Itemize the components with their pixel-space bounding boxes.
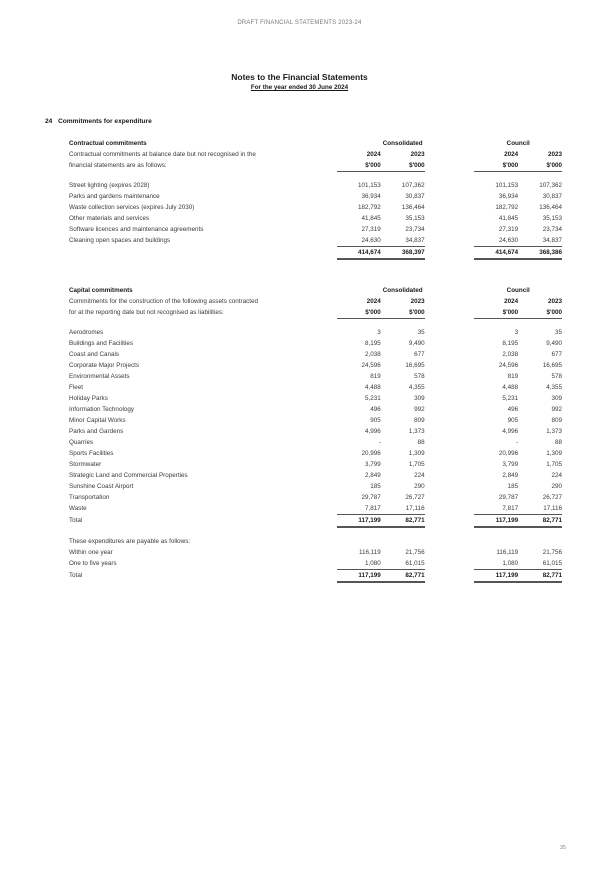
row-value: 29,787 (498, 494, 519, 501)
row-value: 17,116 (405, 505, 425, 512)
table-row (69, 180, 562, 191)
year-header: 2024 (366, 298, 381, 305)
row-value: 185 (370, 483, 381, 490)
row-value: 496 (370, 406, 381, 413)
row-value: 4,355 (408, 384, 425, 391)
year-header: 2024 (504, 151, 519, 158)
row-value: 82,771 (381, 515, 425, 528)
row-value: 290 (414, 483, 425, 490)
payable-intro: These expenditures are payable as follows: (69, 538, 191, 545)
row-value: 309 (551, 395, 562, 402)
row-value: 117,199 (474, 515, 518, 528)
row-value: 24,630 (498, 237, 519, 244)
header-group-row (69, 138, 562, 149)
contractual-description-1: Contractual commitments at balance date but not recognised in the (69, 151, 256, 158)
total-row (69, 247, 562, 260)
row-value: 1,373 (546, 428, 562, 435)
row-value: 4,488 (502, 384, 519, 391)
row-value: 101,153 (495, 182, 519, 189)
row-label: Stormwater (69, 461, 102, 468)
row-value: 8,195 (365, 340, 381, 347)
row-value: 1,705 (546, 461, 562, 468)
row-value: 34,837 (405, 237, 425, 244)
row-label: Waste collection services (expires July 2030) (69, 204, 195, 211)
year-header: 2024 (366, 151, 381, 158)
row-value: 3 (377, 329, 381, 336)
section-heading (45, 118, 152, 125)
row-label: Total (69, 517, 83, 525)
row-value: 82,771 (381, 570, 425, 583)
row-value: 82,771 (518, 570, 562, 583)
row-label: Sunshine Coast Airport (69, 483, 134, 490)
row-label: Parks and gardens maintenance (69, 193, 160, 200)
table-row (69, 492, 562, 503)
table-row (69, 437, 562, 448)
row-value: 578 (551, 373, 562, 380)
page-header: DRAFT FINANCIAL STATEMENTS 2023-24 (237, 20, 362, 26)
row-value: 2,849 (502, 472, 519, 479)
unit-row (69, 160, 562, 172)
row-value: 1,309 (408, 450, 425, 457)
row-label: Holiday Parks (69, 395, 108, 402)
row-value: 7,817 (502, 505, 519, 512)
capital-description-2: for at the reporting date but not recognised as liabilities: (69, 309, 224, 317)
capital-commitments-table (69, 285, 562, 583)
row-label: Buildings and Facilities (69, 340, 134, 347)
row-value: 24,596 (498, 362, 519, 369)
row-label: Total (69, 572, 83, 580)
total-row (69, 515, 562, 528)
unit-header: $'000 (518, 307, 562, 319)
row-value: 21,756 (405, 549, 425, 556)
contractual-description-2: financial statements are as follows: (69, 162, 167, 170)
unit-header: $'000 (337, 160, 381, 172)
row-value: 4,996 (365, 428, 381, 435)
row-label: Other materials and services (69, 215, 150, 222)
row-value: 224 (414, 472, 425, 479)
table-row (69, 503, 562, 515)
row-value: 496 (507, 406, 519, 413)
row-label: Cleaning open spaces and buildings (69, 237, 171, 245)
year-header: 2024 (504, 298, 519, 305)
row-value: 35,153 (405, 215, 425, 222)
row-value: 1,080 (502, 560, 519, 567)
table-row (69, 327, 562, 338)
row-value: 101,153 (358, 182, 381, 189)
row-value: 36,934 (361, 193, 381, 200)
row-value: 35 (554, 329, 562, 336)
row-value: 88 (554, 439, 562, 446)
row-value: - (516, 439, 519, 446)
row-value: 1,705 (408, 461, 425, 468)
table-row (69, 481, 562, 492)
title-block (0, 72, 599, 91)
row-value: 136,464 (539, 204, 562, 211)
row-value: 41,845 (361, 215, 381, 222)
row-label: Information Technology (69, 406, 134, 413)
row-value: 1,080 (365, 560, 381, 567)
row-value: 414,674 (474, 247, 518, 260)
consolidated-header: Consolidated (382, 140, 423, 147)
table-row (69, 213, 562, 224)
row-value: 992 (414, 406, 425, 413)
row-value: 185 (507, 483, 519, 490)
row-value: 117,199 (474, 570, 518, 583)
row-value: 5,231 (502, 395, 519, 402)
row-value: 182,792 (358, 204, 381, 211)
row-value: 16,695 (405, 362, 425, 369)
row-label: Street lighting (expires 2028) (69, 182, 150, 189)
row-value: 2,038 (502, 351, 519, 358)
year-header: 2023 (547, 151, 562, 158)
table-row (69, 415, 562, 426)
row-label: Corporate Major Projects (69, 362, 139, 369)
table-row (69, 404, 562, 415)
row-value: 368,386 (518, 247, 562, 260)
consolidated-header: Consolidated (382, 287, 423, 294)
row-value: 82,771 (518, 515, 562, 528)
table-row (69, 448, 562, 459)
unit-header: $'000 (518, 160, 562, 172)
row-value: 414,674 (337, 247, 381, 260)
row-value: 3,799 (365, 461, 381, 468)
row-value: 41,845 (498, 215, 519, 222)
row-value: 290 (551, 483, 562, 490)
row-value: 905 (370, 417, 381, 424)
table-row (69, 470, 562, 481)
row-value: 677 (414, 351, 425, 358)
row-value: 8,195 (502, 340, 519, 347)
row-value: 61,015 (405, 560, 425, 567)
table-row (69, 191, 562, 202)
row-value: 819 (507, 373, 519, 380)
table-row (69, 393, 562, 404)
row-value: 30,837 (405, 193, 425, 200)
row-value: 4,996 (502, 428, 519, 435)
row-label: Software licences and maintenance agreements (69, 226, 204, 233)
row-value: 26,727 (405, 494, 425, 501)
unit-header: $'000 (337, 307, 381, 319)
row-label: Waste (69, 505, 87, 513)
row-value: 24,596 (361, 362, 381, 369)
row-value: 9,490 (408, 340, 425, 347)
row-value: 9,490 (546, 340, 562, 347)
row-value: 182,792 (495, 204, 519, 211)
row-value: 29,787 (361, 494, 381, 501)
unit-header: $'000 (381, 160, 425, 172)
row-value: 107,362 (539, 182, 562, 189)
row-value: - (378, 439, 381, 446)
row-value: 819 (370, 373, 381, 380)
unit-row (69, 307, 562, 319)
row-label: Transportation (69, 494, 110, 501)
row-value: 20,996 (361, 450, 381, 457)
row-value: 24,630 (361, 237, 381, 244)
row-value: 136,464 (401, 204, 425, 211)
row-value: 578 (414, 373, 425, 380)
row-value: 117,199 (337, 515, 381, 528)
row-value: 17,116 (543, 505, 562, 512)
row-label: Minor Capital Works (69, 417, 126, 424)
unit-header: $'000 (474, 160, 518, 172)
unit-header: $'000 (381, 307, 425, 319)
unit-header: $'000 (474, 307, 518, 319)
total-row (69, 570, 562, 583)
section-title: Commitments for expenditure (58, 118, 152, 125)
table-row (69, 459, 562, 470)
table-row (69, 547, 562, 558)
row-label: Aerodromes (69, 329, 104, 336)
row-value: 809 (551, 417, 562, 424)
row-label: One to five years (69, 560, 117, 568)
table-row (69, 224, 562, 235)
row-value: 1,309 (546, 450, 562, 457)
document-subtitle: For the year ended 30 June 2024 (250, 84, 349, 91)
header-group-row (69, 285, 562, 296)
row-value: 36,934 (498, 193, 519, 200)
capital-title: Capital commitments (69, 287, 133, 294)
row-label: Environmental Assets (69, 373, 130, 380)
row-value: 1,373 (408, 428, 425, 435)
row-value: 4,355 (546, 384, 562, 391)
row-value: 677 (551, 351, 562, 358)
row-value: 34,837 (542, 237, 562, 244)
row-value: 23,734 (405, 226, 425, 233)
row-value: 35,153 (542, 215, 562, 222)
row-value: 3 (514, 329, 519, 336)
row-value: 16,695 (542, 362, 562, 369)
table-row (69, 558, 562, 570)
capital-description-1: Commitments for the construction of the following assets contracted (69, 298, 258, 305)
row-value: 20,996 (498, 450, 519, 457)
row-value: 905 (507, 417, 519, 424)
row-value: 2,038 (365, 351, 381, 358)
row-value: 116,119 (358, 549, 381, 556)
row-value: 30,837 (542, 193, 562, 200)
row-label: Sports Facilities (69, 450, 114, 457)
table-row (69, 202, 562, 213)
row-value: 7,817 (365, 505, 381, 512)
row-label: Strategic Land and Commercial Properties (69, 472, 188, 479)
year-header: 2023 (410, 298, 425, 305)
table-row (69, 382, 562, 393)
year-row (69, 296, 562, 307)
row-value: 27,319 (361, 226, 381, 233)
row-label: Quarries (69, 439, 94, 446)
table-row (69, 360, 562, 371)
contractual-commitments-table (69, 138, 562, 260)
row-value: 27,319 (498, 226, 519, 233)
row-value: 116,119 (496, 549, 519, 556)
row-value: 4,488 (365, 384, 381, 391)
row-value: 107,362 (401, 182, 425, 189)
row-value: 117,199 (337, 570, 381, 583)
council-header: Council (506, 140, 530, 147)
row-label: Fleet (69, 384, 83, 391)
row-value: 35 (417, 329, 425, 336)
row-label: Coast and Canals (69, 351, 120, 358)
row-value: 23,734 (542, 226, 562, 233)
year-header: 2023 (410, 151, 425, 158)
row-value: 21,756 (542, 549, 562, 556)
row-value: 309 (414, 395, 425, 402)
table-row (69, 349, 562, 360)
section-number: 24 (45, 118, 53, 125)
page-number: 35 (559, 845, 566, 851)
row-value: 61,015 (542, 560, 562, 567)
row-value: 992 (551, 406, 562, 413)
row-value: 5,231 (365, 395, 381, 402)
row-label (69, 247, 337, 260)
payable-intro-row (69, 536, 562, 547)
contractual-title: Contractual commitments (69, 140, 147, 147)
table-row (69, 235, 562, 247)
row-value: 2,849 (365, 472, 381, 479)
row-value: 809 (414, 417, 425, 424)
table-row (69, 338, 562, 349)
row-value: 88 (417, 439, 425, 446)
year-header: 2023 (547, 298, 562, 305)
row-label: Parks and Gardens (69, 428, 124, 435)
row-value: 224 (551, 472, 562, 479)
table-row (69, 371, 562, 382)
row-value: 26,727 (542, 494, 562, 501)
document-title: Notes to the Financial Statements (231, 72, 368, 82)
row-value: 368,397 (381, 247, 425, 260)
row-label: Within one year (69, 549, 113, 556)
year-row (69, 149, 562, 160)
council-header: Council (506, 287, 530, 294)
table-row (69, 426, 562, 437)
row-value: 3,799 (502, 461, 519, 468)
